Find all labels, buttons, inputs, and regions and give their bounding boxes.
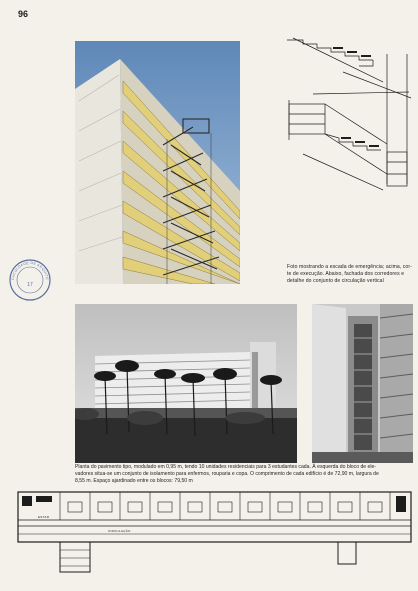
stair-caption-line: Foto mostrando a escada de emergência; acima, cor- bbox=[287, 264, 412, 270]
page-number: 96 bbox=[18, 9, 29, 19]
stamp-seal-icon bbox=[8, 258, 52, 302]
svg-text:FACULDADE DE ARQUITETURA E URB: FACULDADE DE ARQUITE bbox=[10, 260, 50, 281]
library-stamp bbox=[8, 258, 52, 302]
stair-caption-line: te de execução. Abaixo, fachada dos corredores e bbox=[287, 271, 405, 278]
campus-illustration bbox=[75, 304, 297, 463]
plan-caption-line: Planta do pavimento tipo, modulado em 0,95 m, tendo 10 unidades residenciais para 3 estudantes cada. À esquerda do bloco de ele- bbox=[75, 464, 377, 470]
photo-vertical-circulation bbox=[312, 304, 413, 463]
stair-section-illustration bbox=[283, 34, 415, 194]
svg-text:ESTAR: ESTAR bbox=[38, 515, 50, 519]
plan-caption bbox=[75, 464, 415, 486]
floor-plan-drawing bbox=[16, 490, 413, 578]
stair-caption bbox=[287, 264, 412, 286]
photo-emergency-stair bbox=[75, 41, 240, 284]
emergency-stair-illustration bbox=[75, 41, 240, 284]
photo-campus-buildings bbox=[75, 304, 297, 463]
svg-text:CIRCULAÇÃO: CIRCULAÇÃO bbox=[108, 529, 131, 533]
svg-text:17: 17 bbox=[27, 282, 33, 288]
plan-caption-line: 8,55 m. Espaço ajardinado entre os blocos: 79,50 m bbox=[75, 478, 193, 485]
stair-section-drawing bbox=[283, 34, 415, 194]
floor-plan-illustration bbox=[16, 490, 413, 578]
tower-illustration bbox=[312, 304, 413, 463]
plan-caption-line: vadores situa-se um conjunto de isolamento para enfermos, rouparia e copa. O comprimento de cada edifício é de 72,90 m, largura de bbox=[75, 471, 379, 478]
stair-caption-line: detalhe do conjunto de circulação vertical bbox=[287, 278, 384, 285]
